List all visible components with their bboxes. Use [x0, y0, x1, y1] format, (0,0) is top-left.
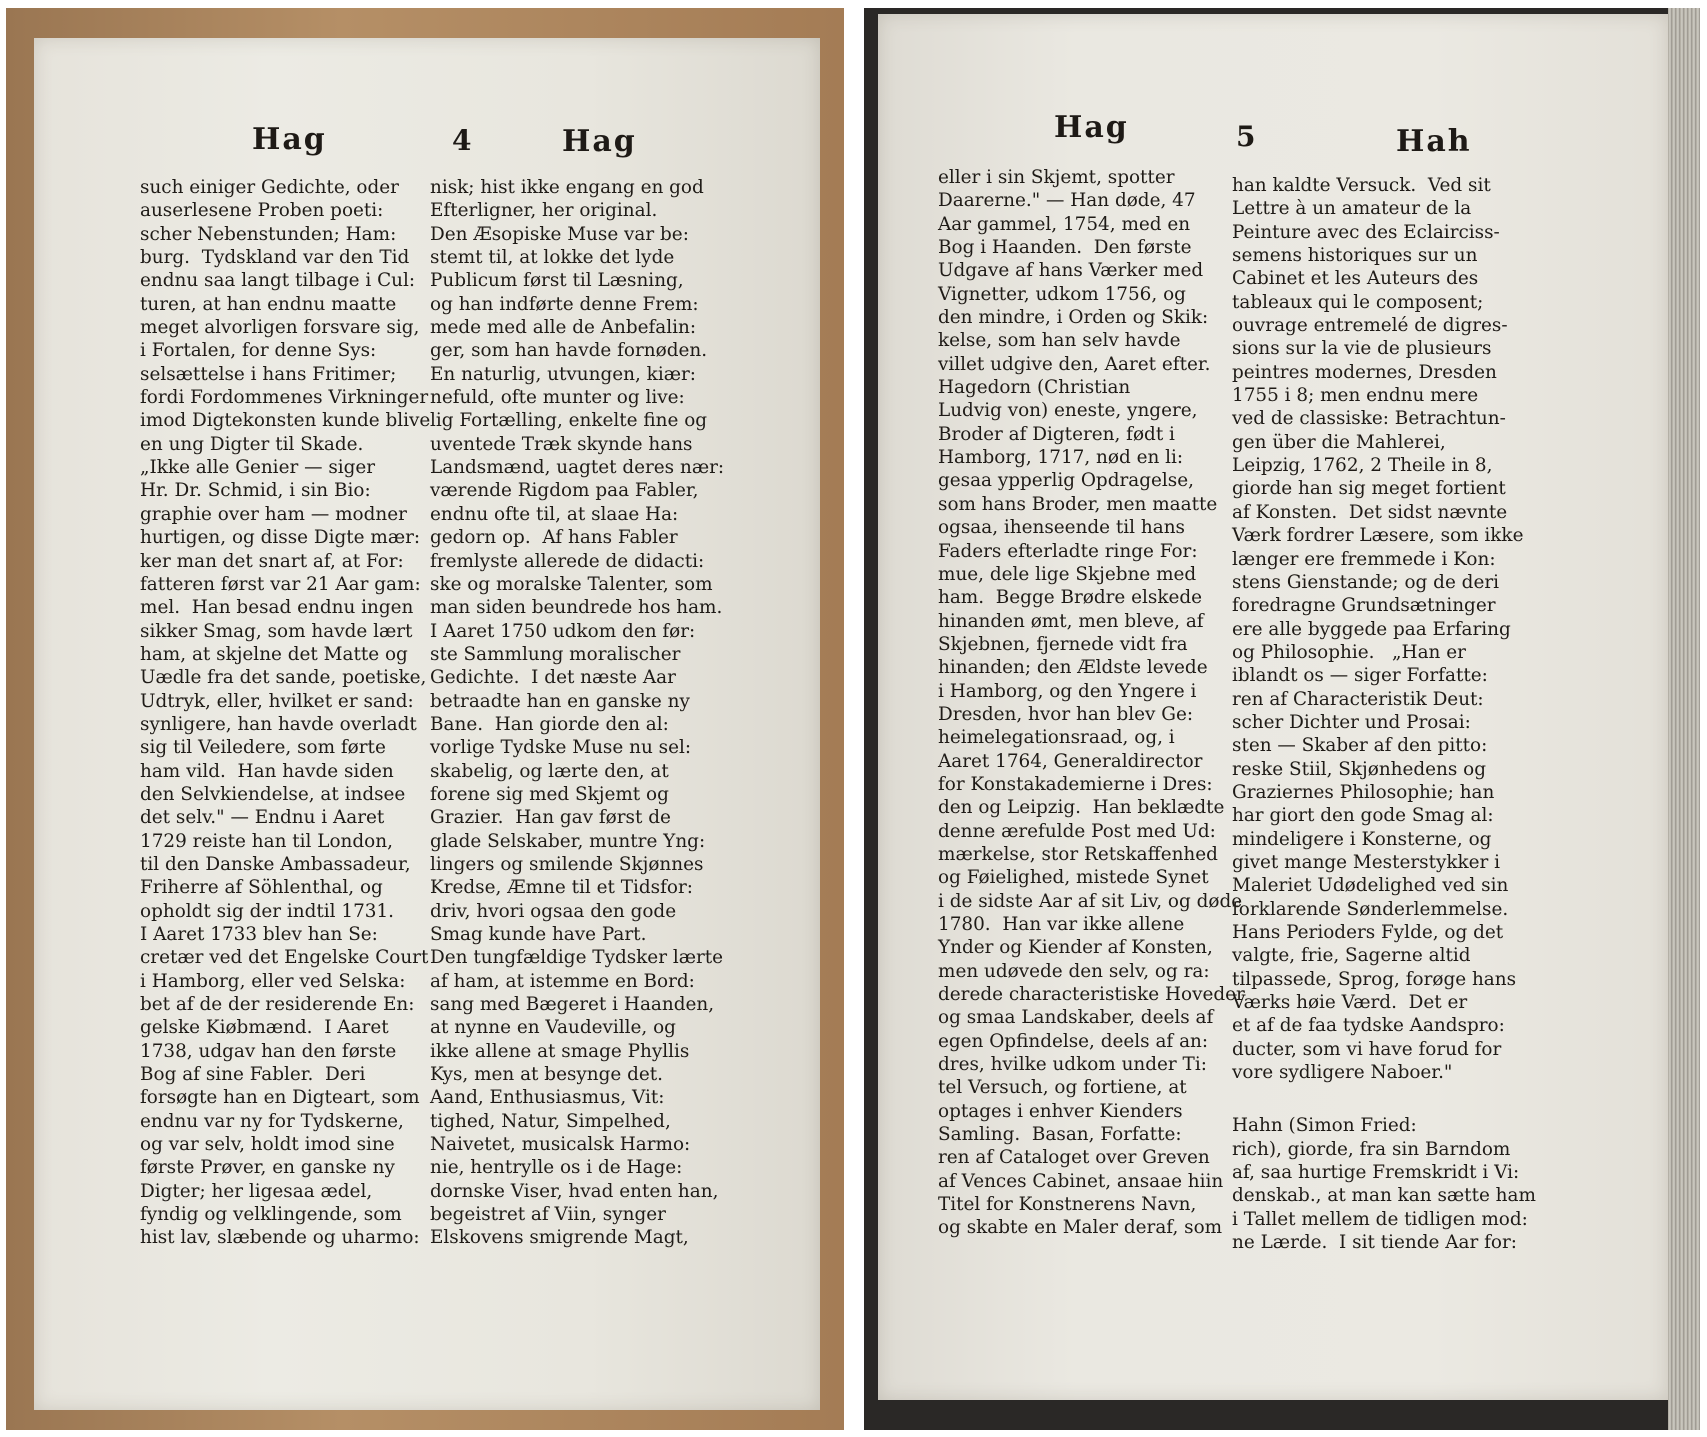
text-line: vore sydligere Naboer." — [1232, 1062, 1453, 1084]
text-line: første Prøver, en ganske ny — [140, 1157, 395, 1179]
text-line: ger, som han havde fornøden. — [430, 340, 708, 362]
running-head-right: Hah — [1396, 124, 1472, 159]
page-number: 4 — [452, 124, 474, 157]
text-line: turen, at han endnu maatte — [140, 293, 397, 315]
text-line: I Aaret 1750 udkom den før: — [430, 620, 696, 642]
text-line: heimelegationsraad, og, i — [938, 727, 1175, 749]
text-line: glade Selskaber, muntre Yng: — [430, 830, 706, 852]
text-line: ske og moralske Talenter, som — [430, 573, 713, 595]
text-line: ogsaa, ihenseende til hans — [938, 517, 1185, 539]
text-line: Landsmænd, uagtet deres nær: — [430, 457, 725, 479]
text-line: dornske Viser, hvad enten han, — [430, 1180, 719, 1202]
text-line: Gedichte. I det næste Aar — [430, 667, 676, 689]
text-line: villet udgive den, Aaret efter. — [938, 353, 1211, 375]
right-page — [878, 14, 1668, 1400]
text-line: selsættelse i hans Fritimer; — [140, 363, 397, 385]
text-line: gedorn op. Af hans Fabler — [430, 527, 678, 549]
text-line: Bog af sine Fabler. Deri — [140, 1064, 366, 1086]
text-line: Aaret 1764, Generaldirector — [938, 750, 1203, 772]
text-line: stemt til, at lokke det lyde — [430, 247, 675, 269]
text-line: forsøgte han en Digteart, som — [140, 1087, 420, 1109]
text-line: Værk fordrer Læsere, som ikke — [1232, 525, 1524, 547]
text-line: ikke allene at smage Phyllis — [430, 1040, 690, 1062]
text-line: ren af Characteristik Deut: — [1232, 688, 1484, 710]
text-line: ouvrage entremelé de digres- — [1232, 315, 1508, 337]
text-line: ne Lærde. I sit tiende Aar for: — [1232, 1232, 1517, 1254]
text-line: gen über die Mahlerei, — [1232, 431, 1446, 453]
right-page-column-1 — [938, 166, 1245, 1240]
paragraph-gap — [1232, 1084, 1522, 1114]
text-line: kelse, som han selv havde — [938, 330, 1181, 352]
text-line: burg. Tydskland var den Tid — [140, 247, 410, 269]
text-line: sten — Skaber af den pitto: — [1232, 735, 1488, 757]
text-line: en ung Digter til Skade. — [140, 433, 364, 455]
text-line: den og Leipzig. Han beklædte — [938, 797, 1225, 819]
text-line: han kaldte Versuck. Ved sit — [1232, 175, 1491, 196]
text-line: ren af Cataloget over Greven — [938, 1147, 1210, 1169]
text-line: egen Opfindelse, deels af an: — [938, 1030, 1209, 1052]
text-line: af Vences Cabinet, ansaae hiin — [938, 1170, 1224, 1192]
text-line: derede characteristiske Hoveder — [938, 984, 1245, 1006]
text-line: Vignetter, udkom 1756, og — [938, 283, 1186, 305]
text-line: mue, dele lige Skjebne med — [938, 563, 1197, 585]
text-line: opholdt sig der indtil 1731. — [140, 900, 395, 922]
text-line: Hahn (Simon Fried: — [1232, 1115, 1417, 1137]
text-line: det selv." — Endnu i Aaret — [140, 807, 385, 829]
text-line: Naivetet, musicalsk Harmo: — [430, 1134, 691, 1156]
text-line: En naturlig, utvungen, kiær: — [430, 363, 696, 385]
text-line: i Hamborg, eller ved Selska: — [140, 970, 406, 992]
text-line: Kys, men at besynge det. — [430, 1064, 664, 1086]
text-line: bet af de der residerende En: — [140, 994, 415, 1016]
text-line: har giort den gode Smag al: — [1232, 805, 1494, 827]
text-line: nie, hentrylle os i de Hage: — [430, 1157, 683, 1179]
text-line: ham vild. Han havde siden — [140, 760, 394, 782]
text-line: Daarerne." — Han døde, 47 — [938, 190, 1196, 212]
text-line: som hans Broder, men maatte — [938, 493, 1218, 515]
text-line: af ham, at istemme en Bord: — [430, 970, 695, 992]
text-line: valgte, frie, Sagerne altid — [1232, 945, 1471, 967]
text-line: iblandt os — siger Forfatte: — [1232, 665, 1488, 687]
text-line: semens historiques sur un — [1232, 245, 1478, 267]
text-line: peintres modernes, Dresden — [1232, 361, 1497, 383]
text-line: Dresden, hvor han blev Ge: — [938, 703, 1194, 725]
text-line: at nynne en Vaudeville, og — [430, 1017, 676, 1039]
text-line: for Konstakademierne i Dres: — [938, 773, 1213, 795]
running-head-right: Hag — [562, 124, 637, 159]
text-line: ere alle byggede paa Erfaring — [1232, 618, 1511, 640]
text-line: forklarende Sønderlemmelse. — [1232, 898, 1509, 920]
text-line: skabelig, og lærte den, at — [430, 760, 669, 782]
text-line: Udtryk, eller, hvilket er sand: — [140, 690, 414, 712]
text-line: hinanden; den Ældste levede — [938, 657, 1208, 679]
text-line: 1729 reiste han til London, — [140, 830, 393, 852]
text-line: Samling. Basan, Forfatte: — [938, 1124, 1182, 1146]
text-line: synligere, han havde overladt — [140, 713, 417, 735]
text-line: og var selv, holdt imod sine — [140, 1134, 395, 1156]
text-line: Udgave af hans Værker med — [938, 260, 1204, 282]
text-line: reske Stiil, Skjønhedens og — [1232, 758, 1487, 780]
text-line: auserlesene Proben poeti: — [140, 200, 384, 222]
text-line: ducter, som vi have forud for — [1232, 1038, 1502, 1060]
text-line: tel Versuch, og fortiene, at — [938, 1077, 1187, 1099]
text-line: Uædle fra det sande, poetiske, — [140, 667, 427, 689]
text-line: 1780. Han var ikke allene — [938, 914, 1185, 935]
text-line: Ynder og Kiender af Konsten, — [938, 937, 1213, 959]
text-line: 1738, udgav han den første — [140, 1040, 397, 1062]
text-line: i Hamborg, og den Yngere i — [938, 680, 1197, 702]
left-page-column-1 — [140, 176, 431, 1250]
left-page-photo — [6, 8, 844, 1430]
text-line: længer ere fremmede i Kon: — [1232, 548, 1496, 570]
text-line: lig Fortælling, enkelte fine og — [430, 410, 708, 432]
text-line: Hans Perioders Fylde, og det — [1232, 922, 1504, 943]
text-line: mede med alle de Anbefalin: — [430, 317, 697, 339]
text-line: ham, at skjelne det Matte og — [140, 643, 408, 665]
text-line: i Fortalen, for denne Sys: — [140, 340, 377, 362]
text-line: Bane. Han giorde den al: — [430, 713, 669, 735]
text-line: hist lav, slæbende og uharmo: — [140, 1227, 420, 1249]
text-line: af Konsten. Det sidst nævnte — [1232, 501, 1508, 523]
text-line: Bog i Haanden. Den første — [938, 237, 1192, 259]
text-line: optages i enhver Kienders — [938, 1100, 1183, 1122]
text-line: hurtigen, og disse Digte mær: — [140, 527, 421, 549]
text-line: nisk; hist ikke engang en god — [430, 177, 704, 198]
text-line: mindeligere i Konsterne, og — [1232, 828, 1492, 850]
text-line: Titel for Konstnerens Navn, — [938, 1194, 1197, 1216]
text-line: fatteren først var 21 Aar gam: — [140, 573, 421, 595]
text-line: og Philosophie. „Han er — [1232, 641, 1466, 663]
text-line: til den Danske Ambassadeur, — [140, 853, 411, 875]
left-page — [34, 38, 820, 1410]
text-line: Hamborg, 1717, nød en li: — [938, 447, 1184, 469]
text-line: i de sidste Aar af sit Liv, og døde — [938, 890, 1243, 912]
text-line: hinanden ømt, men bleve, af — [938, 610, 1204, 632]
text-line: og skabte en Maler deraf, som — [938, 1217, 1223, 1239]
text-line: værende Rigdom paa Fabler, — [430, 480, 699, 502]
text-line: Aar gammel, 1754, med en — [938, 213, 1191, 235]
text-line: Aand, Enthusiasmus, Vit: — [430, 1087, 665, 1109]
text-line: ved de classiske: Betrachtun- — [1232, 408, 1506, 430]
text-line: I Aaret 1733 blev han Se: — [140, 924, 378, 945]
text-line: Friherre af Söhlenthal, og — [140, 877, 383, 899]
text-line: dres, hvilke udkom under Ti: — [938, 1054, 1207, 1076]
text-line: og han indførte denne Frem: — [430, 293, 699, 315]
running-head-left: Hag — [252, 122, 327, 157]
text-line: Hr. Dr. Schmid, i sin Bio: — [140, 480, 371, 502]
text-line: og smaa Landskaber, deels af — [938, 1007, 1214, 1029]
text-line: Cabinet et les Auteurs des — [1232, 268, 1479, 290]
text-line: fyndig og velklingende, som — [140, 1204, 402, 1226]
text-line: Lettre à un amateur de la — [1232, 198, 1472, 220]
text-line: vorlige Tydske Muse nu sel: — [430, 737, 692, 759]
text-line: et af de faa tydske Aandspro: — [1232, 1015, 1505, 1037]
text-line: lingers og smilende Skjønnes — [430, 853, 704, 875]
text-line: den mindre, i Orden og Skik: — [938, 307, 1209, 329]
text-line: Leipzig, 1762, 2 Theile in 8, — [1232, 455, 1493, 477]
text-line: ste Sammlung moralischer — [430, 643, 681, 665]
text-line: begeistret af Viin, synger — [430, 1204, 666, 1226]
text-line: foredragne Grundsætninger — [1232, 595, 1496, 617]
text-line: Skjebnen, fjernede vidt fra — [938, 633, 1188, 655]
text-line: denskab., at man kan sætte ham — [1232, 1185, 1536, 1207]
text-line: sions sur la vie de plusieurs — [1232, 338, 1492, 360]
running-head-left: Hag — [1054, 110, 1129, 145]
text-line: Digter; her ligesaa ædel, — [140, 1180, 373, 1202]
page-edge — [1668, 8, 1700, 1430]
text-line: endnu var ny for Tydskerne, — [140, 1110, 404, 1132]
text-line: mærkelse, stor Retskaffenhed — [938, 843, 1218, 865]
text-line: endnu ofte til, at slaae Ha: — [430, 503, 679, 525]
text-line: man siden beundrede hos ham. — [430, 597, 723, 619]
text-line: Graziernes Philosophie; han — [1232, 781, 1495, 803]
text-line: givet mange Mesterstykker i — [1232, 851, 1501, 873]
text-line: rich), giorde, fra sin Barndom — [1232, 1138, 1511, 1160]
text-line: den Selvkiendelse, at indsee — [140, 783, 406, 805]
text-line: giorde han sig meget fortient — [1232, 478, 1506, 500]
text-line: sang med Bægeret i Haanden, — [430, 994, 715, 1016]
text-line: Publicum først til Læsning, — [430, 270, 684, 292]
text-line: Den Æsopiske Muse var be: — [430, 223, 689, 245]
text-line: meget alvorligen forsvare sig, — [140, 317, 420, 339]
text-line: imod Digtekonsten kunde blive — [140, 410, 431, 432]
text-line: ker man det snart af, at For: — [140, 550, 404, 572]
text-line: Maleriet Udødelighed ved sin — [1232, 875, 1509, 897]
text-line: scher Nebenstunden; Ham: — [140, 223, 397, 245]
text-line: denne ærefulde Post med Ud: — [938, 820, 1216, 842]
text-line: uventede Træk skynde hans — [430, 433, 693, 455]
text-line: Faders efterladte ringe For: — [938, 540, 1198, 562]
right-page-photo — [864, 8, 1700, 1430]
text-line: mel. Han besad endnu ingen — [140, 597, 414, 619]
page-number: 5 — [1236, 120, 1258, 153]
text-line: ham. Begge Brødre elskede — [938, 587, 1203, 609]
text-line: og Føielighed, mistede Synet — [938, 867, 1209, 889]
text-line: Peinture avec des Eclairciss- — [1232, 221, 1500, 243]
text-line: gelske Kiøbmænd. I Aaret — [140, 1017, 389, 1039]
text-line: endnu saa langt tilbage i Cul: — [140, 270, 416, 292]
text-line: 1755 i 8; men endnu mere — [1232, 385, 1479, 407]
text-line: nefuld, ofte munter og live: — [430, 387, 685, 409]
text-line: scher Dichter und Prosai: — [1232, 711, 1471, 733]
text-line: Elskovens smigrende Magt, — [430, 1227, 689, 1249]
text-line: fordi Fordommenes Virkninger — [140, 387, 429, 409]
text-line: gesaa ypperlig Opdragelse, — [938, 470, 1194, 492]
text-line: Ludvig von) eneste, yngere, — [938, 400, 1198, 422]
text-line: fremlyste allerede de didacti: — [430, 550, 705, 572]
text-line: cretær ved det Engelske Court — [140, 947, 429, 969]
text-line: forene sig med Skjemt og — [430, 783, 669, 805]
left-page-column-2 — [430, 176, 725, 1250]
text-line: Hagedorn (Christian — [938, 377, 1131, 399]
text-line: Værks høie Værd. Det er — [1232, 992, 1468, 1014]
text-line: stens Gienstande; og de deri — [1232, 571, 1499, 593]
text-line: Grazier. Han gav først de — [430, 807, 671, 829]
text-line: Smag kunde have Part. — [430, 924, 647, 945]
text-line: Kredse, Æmne til et Tidsfor: — [430, 877, 693, 899]
text-line: Efterligner, her original. — [430, 200, 658, 222]
right-page-column-2 — [1232, 174, 1536, 1254]
text-line: Broder af Digteren, født i — [938, 423, 1175, 445]
text-line: betraadte han en ganske ny — [430, 690, 690, 712]
text-line: tighed, Natur, Simpelhed, — [430, 1110, 671, 1132]
text-line: af, saa hurtige Fremskridt i Vi: — [1232, 1162, 1520, 1184]
text-line: „Ikke alle Genier — siger — [140, 457, 376, 479]
text-line: i Tallet mellem de tidligen mod: — [1232, 1208, 1528, 1230]
text-line: sikker Smag, som havde lært — [140, 620, 413, 642]
text-line: driv, hvori ogsaa den gode — [430, 900, 677, 922]
text-line: sig til Veiledere, som førte — [140, 737, 386, 759]
text-line: graphie over ham — modner — [140, 503, 407, 525]
text-line: such einiger Gedichte, oder — [140, 177, 399, 198]
text-line: Den tungfældige Tydsker lærte — [430, 947, 724, 969]
text-line: tilpassede, Sprog, forøge hans — [1232, 968, 1517, 990]
text-line: men udøvede den selv, og ra: — [938, 960, 1210, 982]
text-line: eller i sin Skjemt, spotter — [938, 167, 1175, 188]
text-line: tableaux qui le composent; — [1232, 291, 1484, 313]
